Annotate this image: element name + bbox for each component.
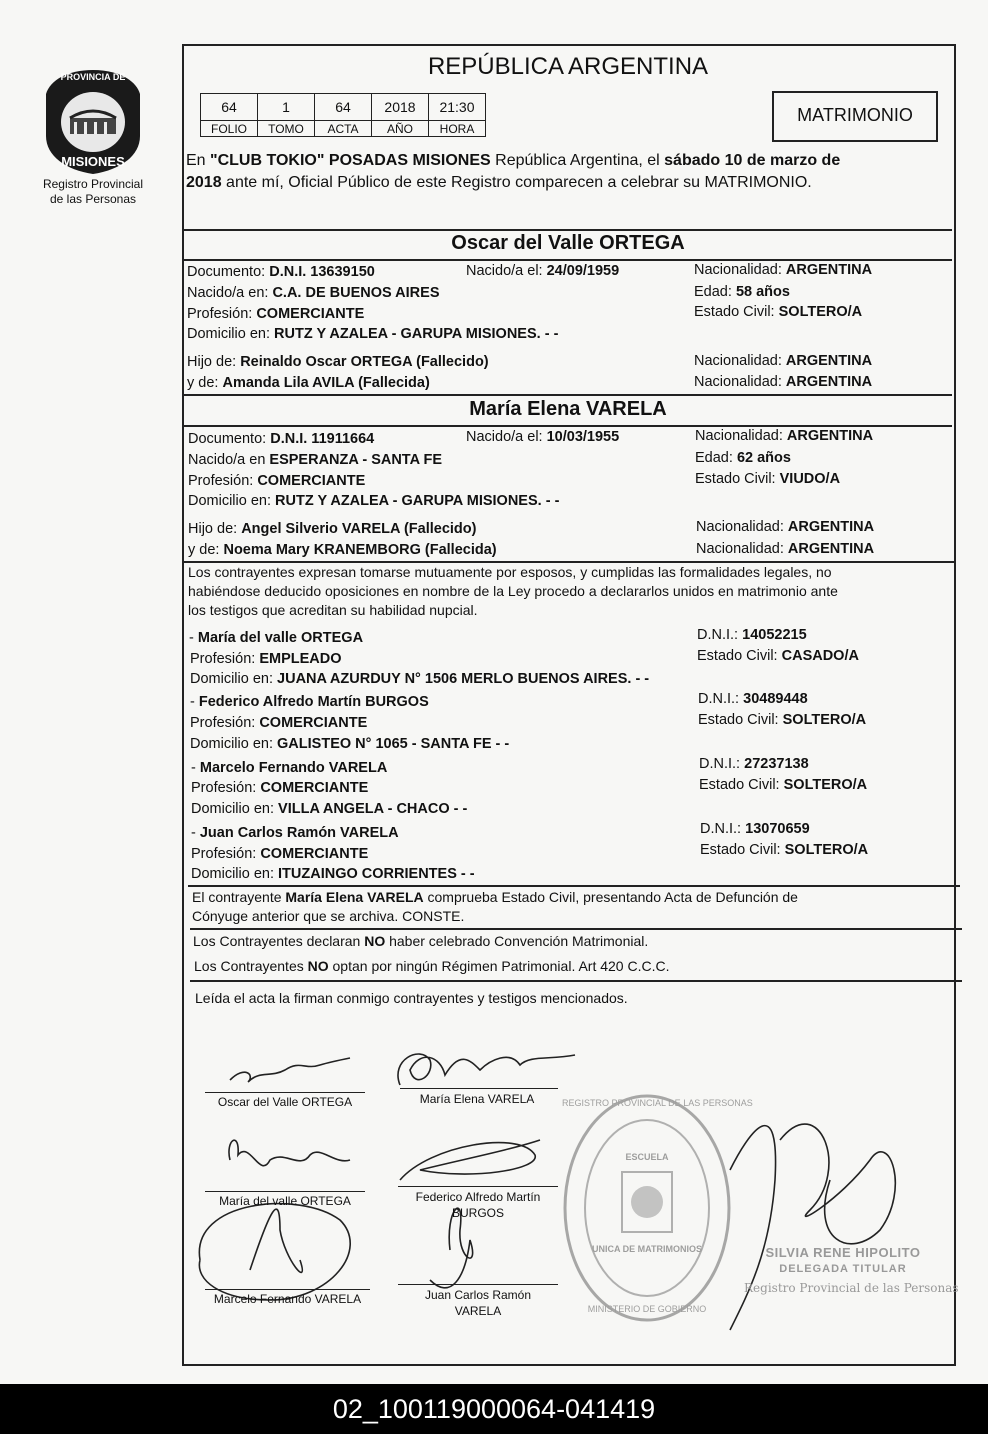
stamp-inner2: UNICA DE MATRIMONIOS <box>592 1244 702 1254</box>
value: ARGENTINA <box>785 353 873 369</box>
label: Nacido/a en: <box>187 285 269 301</box>
spouse2-father <box>188 521 476 537</box>
label: Documento: <box>187 264 266 280</box>
signature-line-5 <box>205 1289 370 1290</box>
divider <box>184 259 952 261</box>
convention-line <box>193 933 648 949</box>
value: SOLTERO/A <box>778 304 863 320</box>
signature-label-juan-carlos-1: Juan Carlos Ramón <box>424 1288 532 1302</box>
value: RUTZ Y AZALEA - GARUPA MISIONES. - - <box>274 326 559 342</box>
value: COMERCIANTE <box>257 473 366 489</box>
label: D.N.I.: <box>698 691 740 707</box>
label: D.N.I.: <box>697 627 739 643</box>
value: ARGENTINA <box>787 519 875 535</box>
registry-table <box>200 93 486 137</box>
value: 30489448 <box>743 691 808 707</box>
witness-4-civil <box>700 842 868 858</box>
intro-line2 <box>186 174 812 192</box>
official-stamp <box>562 1092 753 1324</box>
value: ESPERANZA - SANTA FE <box>269 452 443 468</box>
signature-label-maria-del-valle: María del valle ORTEGA <box>219 1194 351 1208</box>
official-org: Registro Provincial de las Personas <box>744 1281 959 1295</box>
spouse2-mother <box>188 542 497 558</box>
spouse1-mother <box>187 375 430 391</box>
spouse1-born-in <box>187 285 440 301</box>
value: María del valle ORTEGA <box>197 630 364 646</box>
declaration-line2: habiéndose deducido oposiciones en nombre de la Ley procedo a declararlos unidos en matrimonio ante <box>188 583 838 599</box>
signature-label-federico-1: Federico Alfredo Martín <box>415 1190 541 1204</box>
signature-line-6 <box>398 1284 558 1285</box>
spouse1-prof <box>187 306 364 322</box>
value: C.A. DE BUENOS AIRES <box>272 285 440 301</box>
label: Profesión: <box>190 651 256 667</box>
divider <box>188 885 960 887</box>
intro-place: "CLUB TOKIO" POSADAS MISIONES <box>210 152 491 169</box>
label: Nacionalidad: <box>694 353 782 369</box>
spouse1-mother-nat <box>694 374 872 390</box>
witness-1-dom <box>190 671 649 687</box>
value: 24/09/1959 <box>546 263 620 279</box>
anio-label: AÑO <box>372 121 429 137</box>
folio-value: 64 <box>201 94 258 121</box>
witness-3-prof <box>191 780 368 796</box>
divider <box>190 928 962 930</box>
value: ITUZAINGO CORRIENTES - - <box>278 866 475 882</box>
divider <box>184 425 952 427</box>
spouse1-nat <box>694 262 872 278</box>
signature-line-3 <box>205 1191 365 1192</box>
official-title: DELEGADA TITULAR <box>779 1263 907 1275</box>
name: María Elena VARELA <box>285 889 424 905</box>
text: Los Contrayentes <box>194 958 308 974</box>
witness-3-dni <box>699 756 809 772</box>
value: ARGENTINA <box>787 541 875 557</box>
closing-line: Leída el acta la firman conmigo contrayentes y testigos mencionados. <box>195 990 628 1006</box>
tomo-label: TOMO <box>258 121 315 137</box>
text: Los Contrayentes declaran <box>193 933 365 949</box>
witness-1-dni <box>697 627 807 643</box>
acta-value: 64 <box>315 94 372 121</box>
official-name: SILVIA RENE HIPOLITO <box>765 1245 921 1260</box>
label: Nacionalidad: <box>696 541 784 557</box>
value: Reinaldo Oscar ORTEGA (Fallecido) <box>240 354 489 370</box>
tomo-value: 1 <box>258 94 315 121</box>
label: Estado Civil: <box>699 777 780 793</box>
intro-p3: ante mí, Oficial Público de este Registro comparecen a celebrar su MATRIMONIO. <box>221 174 812 191</box>
stamp-ring-text: REGISTRO PROVINCIAL DE LAS PERSONAS <box>562 1098 753 1108</box>
spouse2-birth <box>466 429 619 445</box>
intro-date2: 2018 <box>186 174 222 191</box>
label: Nacionalidad: <box>694 374 782 390</box>
value: SOLTERO/A <box>783 777 868 793</box>
value: ARGENTINA <box>785 374 873 390</box>
value: Noema Mary KRANEMBORG (Fallecida) <box>223 542 497 558</box>
stamp-seal-icon <box>562 1092 753 1324</box>
label: y de: <box>188 542 220 558</box>
note-line2: Cónyuge anterior que se archiva. CONSTE. <box>192 908 465 924</box>
hora-label: HORA <box>429 121 486 137</box>
text: El contrayente <box>192 889 286 905</box>
spouse1-father-nat <box>694 353 872 369</box>
signature-label-oscar: Oscar del Valle ORTEGA <box>217 1095 353 1109</box>
value: COMERCIANTE <box>260 780 369 796</box>
regime-line <box>194 958 669 974</box>
signature-line-2 <box>400 1088 558 1089</box>
spouse2-age <box>695 450 791 466</box>
label: Profesión: <box>191 846 257 862</box>
label: Edad: <box>694 284 732 300</box>
value: Angel Silverio VARELA (Fallecido) <box>241 521 477 537</box>
value: RUTZ Y AZALEA - GARUPA MISIONES. - - <box>275 493 560 509</box>
label: Nacionalidad: <box>696 519 784 535</box>
label: Domicilio en: <box>190 671 273 687</box>
stamp-bottom-text: MINISTERIO DE GOBIERNO <box>587 1304 707 1314</box>
logo-bottom-text: MISIONES <box>61 154 125 169</box>
value: SOLTERO/A <box>782 712 867 728</box>
value: ARGENTINA <box>785 262 873 278</box>
spouse1-civil <box>694 304 862 320</box>
witness-4-prof <box>191 846 368 862</box>
spouse1-age <box>694 284 790 300</box>
value: 58 años <box>735 284 790 300</box>
label: Profesión: <box>188 473 254 489</box>
value: Amanda Lila AVILA (Fallecida) <box>222 375 430 391</box>
value: JUANA AZURDUY N° 1506 MERLO BUENOS AIRES. - - <box>277 671 650 687</box>
spouse2-mother-nat <box>696 541 874 557</box>
spouse2-father-nat <box>696 519 874 535</box>
note-line1 <box>192 889 798 905</box>
registry-name-line2: de las Personas <box>49 192 137 206</box>
divider <box>184 561 956 563</box>
value: CASADO/A <box>781 648 859 664</box>
label: D.N.I.: <box>699 756 741 772</box>
witness-4-dom <box>191 866 475 882</box>
witness-3-dom <box>191 801 467 817</box>
value: Marcelo Fernando VARELA <box>199 760 388 776</box>
witness-3-civil <box>699 777 867 793</box>
witness-2-prof <box>190 715 367 731</box>
document-title: REPÚBLICA ARGENTINA <box>427 53 709 80</box>
witness-4-name: - Juan Carlos Ramón VARELA <box>191 825 399 841</box>
intro-p2: República Argentina, el <box>490 152 665 169</box>
value: COMERCIANTE <box>259 715 368 731</box>
label: Nacido/a en <box>188 452 266 468</box>
declaration-line1: Los contrayentes expresan tomarse mutuamente por esposos, y cumplidas las formalidades legales, no <box>188 564 832 580</box>
label: Domicilio en: <box>190 736 273 752</box>
value: VILLA ANGELA - CHACO - - <box>278 801 468 817</box>
witness-4-dni <box>700 821 810 837</box>
text: optan por ningún Régimen Patrimonial. Art 420 C.C.C. <box>328 958 670 974</box>
value: 27237138 <box>744 756 809 772</box>
witness-1-civil <box>697 648 859 664</box>
label: D.N.I.: <box>700 821 742 837</box>
label: Documento: <box>188 431 267 447</box>
value: ARGENTINA <box>786 428 874 444</box>
value: SOLTERO/A <box>784 842 869 858</box>
value: D.N.I. 11911664 <box>270 431 375 447</box>
label: Domicilio en: <box>191 866 274 882</box>
label: Estado Civil: <box>697 648 778 664</box>
intro-date1: sábado 10 de marzo de <box>664 152 841 169</box>
label: Profesión: <box>190 715 256 731</box>
registry-name-line1: Registro Provincial <box>42 177 144 191</box>
document-id-footer: 02_100119000064-041419 <box>0 1384 988 1434</box>
spouse1-dom <box>187 326 558 342</box>
signature-line-1 <box>205 1092 365 1093</box>
label: Estado Civil: <box>698 712 779 728</box>
divider <box>190 980 962 982</box>
text: haber celebrado Convención Matrimonial. <box>385 933 649 949</box>
label: Domicilio en: <box>187 326 270 342</box>
label: Nacionalidad: <box>695 428 783 444</box>
value: D.N.I. 13639150 <box>269 264 375 280</box>
spouse2-name: María Elena VARELA <box>469 398 667 420</box>
hora-value: 21:30 <box>429 94 486 121</box>
value: 13070659 <box>745 821 810 837</box>
no: NO <box>307 958 329 974</box>
label: Estado Civil: <box>694 304 775 320</box>
witness-2-dni <box>698 691 808 707</box>
spouse1-name: Oscar del Valle ORTEGA <box>451 232 685 254</box>
value: GALISTEO N° 1065 - SANTA FE - - <box>277 736 510 752</box>
spouse1-birth <box>466 263 619 279</box>
witness-2-dom <box>190 736 509 752</box>
value: COMERCIANTE <box>260 846 369 862</box>
stamp-inner1: ESCUELA <box>625 1152 669 1162</box>
signature-line-4 <box>398 1186 558 1187</box>
signature-label-juan-carlos-2: VARELA <box>454 1304 502 1318</box>
spouse2-dom <box>188 493 559 509</box>
spouse1-father <box>187 354 489 370</box>
folio-label: FOLIO <box>201 121 258 137</box>
value: Juan Carlos Ramón VARELA <box>199 825 399 841</box>
province-logo <box>40 66 146 176</box>
signature-label-maria-elena: María Elena VARELA <box>419 1092 535 1106</box>
intro-line1 <box>186 152 840 170</box>
label: Profesión: <box>187 306 253 322</box>
signature-label-marcelo: Marcelo Fernando VARELA <box>213 1292 362 1306</box>
spouse1-doc <box>187 264 375 280</box>
value: 14052215 <box>742 627 807 643</box>
label: Nacido/a el: <box>466 429 543 445</box>
witness-1-prof <box>190 651 342 667</box>
spouse2-born-in <box>188 452 442 468</box>
value: 62 años <box>736 450 791 466</box>
label: Nacido/a el: <box>466 263 543 279</box>
no: NO <box>364 933 386 949</box>
declaration-line3: los testigos que acreditan su habilidad nupcial. <box>188 602 478 618</box>
label: y de: <box>187 375 219 391</box>
label: Estado Civil: <box>700 842 781 858</box>
label: Hijo de: <box>188 521 238 537</box>
spouse2-nat <box>695 428 873 444</box>
label: Nacionalidad: <box>694 262 782 278</box>
spouse2-prof <box>188 473 365 489</box>
witness-3-name: - Marcelo Fernando VARELA <box>191 760 388 776</box>
label: Edad: <box>695 450 733 466</box>
divider <box>184 394 952 396</box>
label: Estado Civil: <box>695 471 776 487</box>
label: Domicilio en: <box>191 801 274 817</box>
divider <box>184 229 952 231</box>
spouse2-doc <box>188 431 374 447</box>
anio-value: 2018 <box>372 94 429 121</box>
intro-p1: En <box>186 152 211 169</box>
act-type: MATRIMONIO <box>797 105 913 125</box>
signature-label-federico-2: BURGOS <box>451 1206 504 1220</box>
value: 10/03/1955 <box>546 429 620 445</box>
value: EMPLEADO <box>259 651 342 667</box>
label: Hijo de: <box>187 354 237 370</box>
witness-2-civil <box>698 712 866 728</box>
witness-2-name: - Federico Alfredo Martín BURGOS <box>190 694 429 710</box>
spouse2-civil <box>695 471 840 487</box>
value: Federico Alfredo Martín BURGOS <box>198 694 429 710</box>
label: Profesión: <box>191 780 257 796</box>
witness-1-name: - María del valle ORTEGA <box>189 630 364 646</box>
value: COMERCIANTE <box>256 306 365 322</box>
value: VIUDO/A <box>779 471 841 487</box>
text: comprueba Estado Civil, presentando Acta de Defunción de <box>423 889 798 905</box>
label: Domicilio en: <box>188 493 271 509</box>
logo-top-text: PROVINCIA DE <box>60 72 126 82</box>
acta-label: ACTA <box>315 121 372 137</box>
